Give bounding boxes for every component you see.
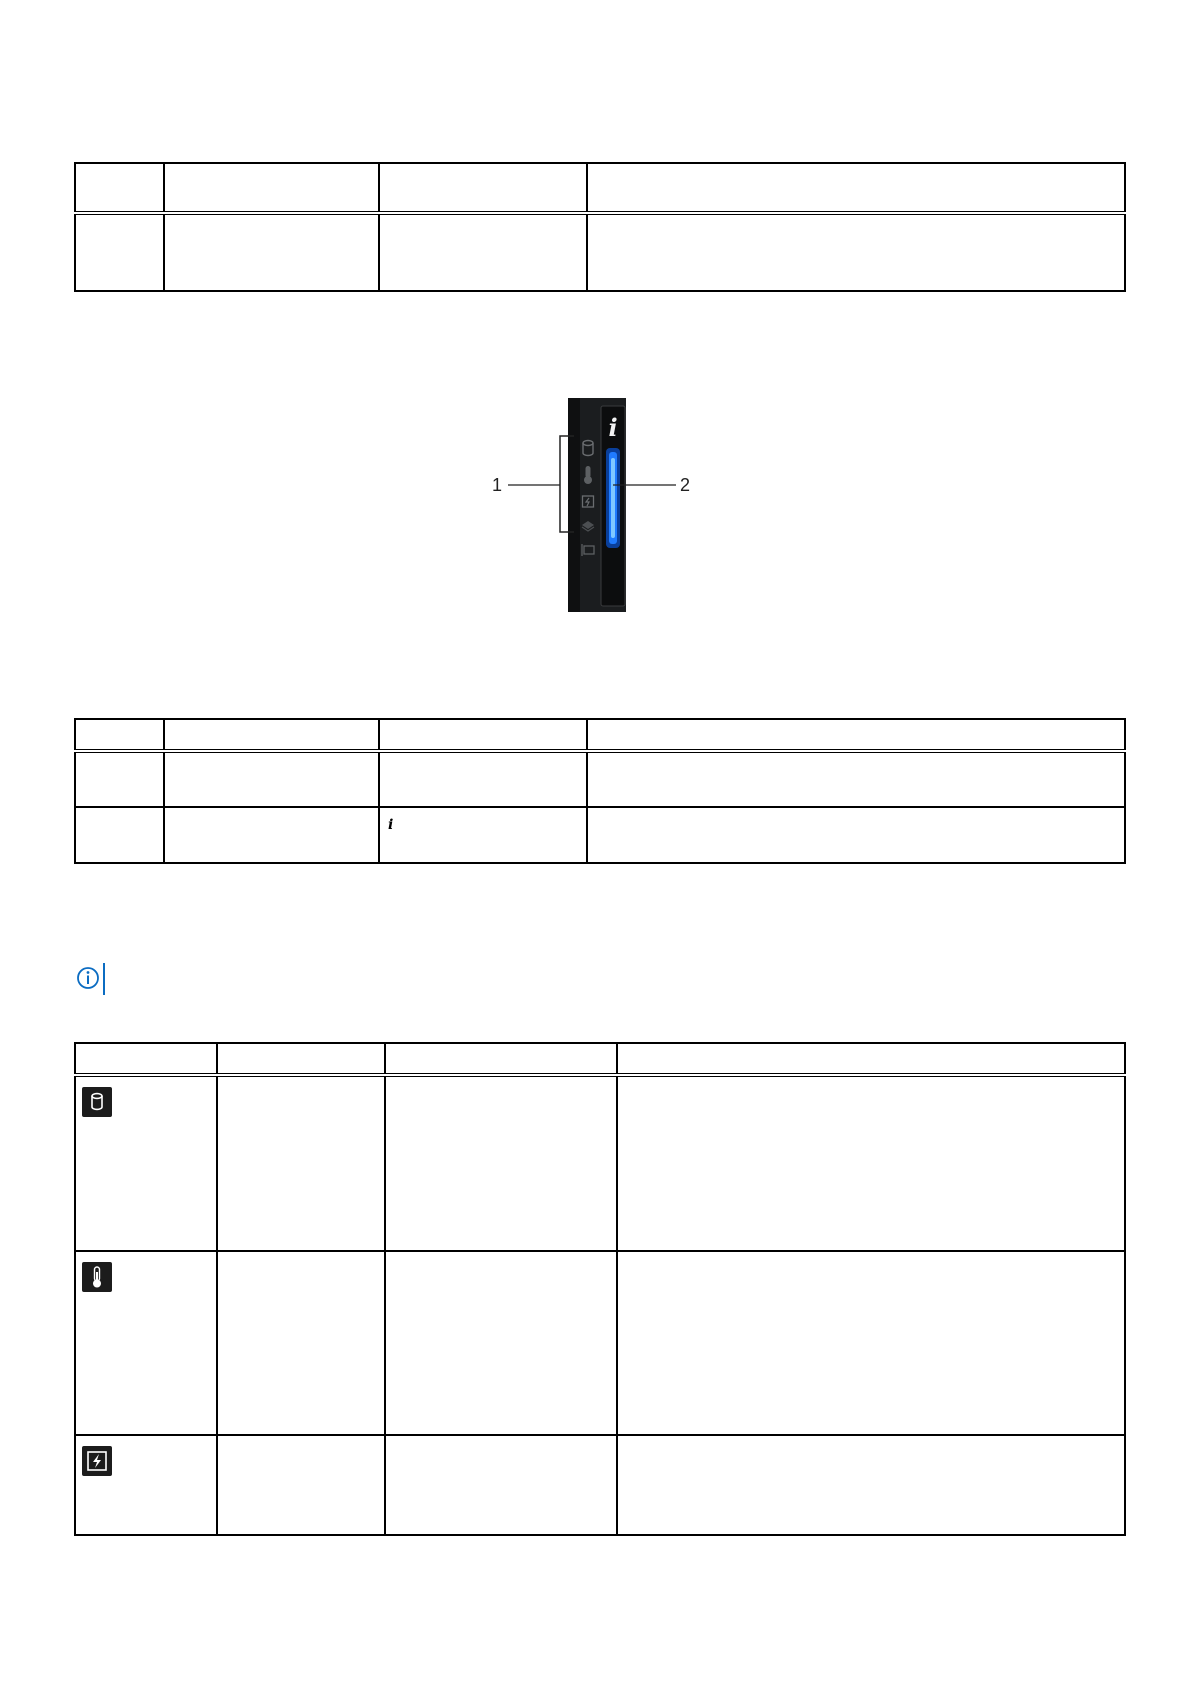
- table-cell: [217, 1043, 385, 1075]
- table-cell: [379, 719, 587, 751]
- table-cell: [379, 751, 587, 807]
- table-header-row: [75, 719, 1125, 751]
- table-row: [75, 1075, 1125, 1251]
- info-glyph-icon: i: [388, 817, 394, 833]
- table-cell: [379, 213, 587, 291]
- table-cell: [217, 1435, 385, 1535]
- table-cell: [75, 1075, 217, 1251]
- table-1: [74, 162, 1126, 292]
- table-cell: [617, 1435, 1125, 1535]
- control-panel-figure: [470, 386, 720, 612]
- table-cell: [379, 163, 587, 213]
- info-glyph-icon: i: [608, 413, 618, 442]
- table-2: [74, 718, 1126, 864]
- table-cell: [217, 1251, 385, 1435]
- table-row: [75, 1251, 1125, 1435]
- table-cell: [587, 163, 1125, 213]
- table-cell: [617, 1043, 1125, 1075]
- table-3: [74, 1042, 1126, 1536]
- table-cell: [75, 213, 164, 291]
- table-cell: [75, 1435, 217, 1535]
- table-cell: [75, 719, 164, 751]
- table-cell: [587, 213, 1125, 291]
- table-header-row: [75, 1043, 1125, 1075]
- temperature-icon: [82, 1262, 112, 1292]
- table-cell: [75, 751, 164, 807]
- table-row: [75, 807, 1125, 863]
- table-cell: [164, 719, 379, 751]
- table-cell: [587, 807, 1125, 863]
- table-cell: [75, 807, 164, 863]
- table-cell: [217, 1075, 385, 1251]
- table-cell: [75, 1251, 217, 1435]
- table-row: [75, 213, 1125, 291]
- table-cell: [587, 751, 1125, 807]
- table-cell: [385, 1043, 617, 1075]
- callout-label-2: 2: [680, 475, 691, 495]
- info-circle-icon: [76, 962, 106, 996]
- table-row: [75, 1435, 1125, 1535]
- table-cell: [164, 807, 379, 863]
- table-cell: [617, 1075, 1125, 1251]
- hard-drive-icon: [82, 1087, 112, 1117]
- table-cell: [164, 163, 379, 213]
- table-cell: [617, 1251, 1125, 1435]
- table-cell: [75, 1043, 217, 1075]
- table-header-row: [75, 163, 1125, 213]
- table-cell: [379, 807, 587, 863]
- table-cell: [164, 751, 379, 807]
- table-cell: [385, 1435, 617, 1535]
- table-cell: [164, 213, 379, 291]
- table-row: [75, 751, 1125, 807]
- table-cell: [75, 163, 164, 213]
- table-cell: [587, 719, 1125, 751]
- table-cell: [385, 1075, 617, 1251]
- electrical-icon: [82, 1446, 112, 1476]
- table-cell: [385, 1251, 617, 1435]
- callout-label-1: 1: [491, 475, 502, 495]
